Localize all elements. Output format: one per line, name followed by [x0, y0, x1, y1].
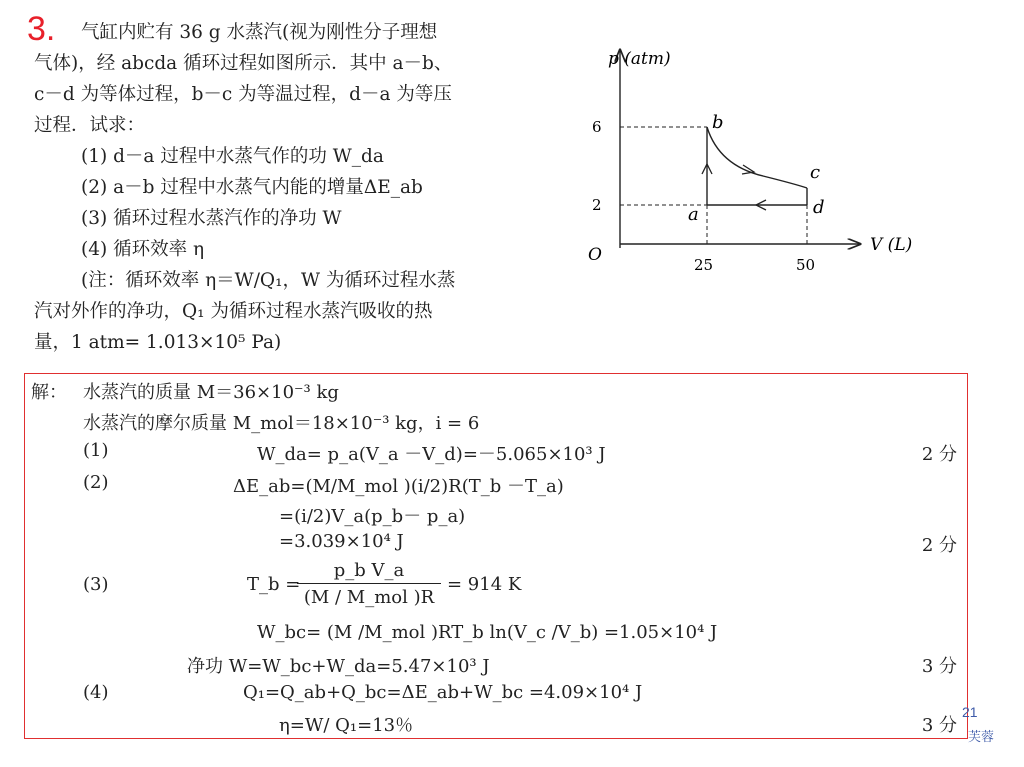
solution-line: W_bc= (M /M_mol )RT_b ln(V_c /V_b) =1.05×10⁴ J: [257, 622, 718, 643]
step-label: (1): [83, 440, 109, 461]
score-1: 2 分: [921, 444, 957, 465]
score-4: 3 分: [921, 715, 957, 736]
fraction-numerator: p_b V_a: [333, 560, 405, 581]
problem-line: (1) d－a 过程中水蒸气作的功 W_da: [81, 146, 384, 167]
step-label: (3): [83, 574, 109, 595]
solution-box: [24, 373, 968, 739]
solution-line: =(i/2)V_a(p_b－ p_a): [279, 506, 466, 527]
solution-line: η=W/ Q₁=13％: [279, 715, 414, 736]
problem-line: (注：循环效率 η＝W/Q₁，W 为循环过程水蒸: [81, 270, 456, 291]
problem-line: 气体)，经 abcda 循环过程如图所示．其中 a－b、: [34, 53, 453, 74]
solution-line: ΔE_ab=(M/M_mol )(i/2)R(T_b －T_a): [233, 476, 564, 497]
question-number: 3.: [27, 10, 56, 48]
problem-statement: [34, 17, 559, 358]
problem-line: 过程．试求：: [34, 115, 146, 136]
problem-line: (2) a－b 过程中水蒸气内能的增量ΔE_ab: [81, 177, 423, 198]
point-d: d: [813, 197, 825, 218]
process-bc: [707, 127, 807, 188]
problem-line: (4) 循环效率 η: [81, 239, 205, 260]
x-tick-25: 25: [694, 256, 714, 274]
y-tick-2: 2: [592, 196, 602, 214]
solution-line: 净功 W=W_bc+W_da=5.47×10³ J: [187, 656, 490, 677]
point-b: b: [712, 112, 724, 133]
score-2: 2 分: [921, 535, 957, 556]
step-label: (4): [83, 682, 109, 703]
solution-line: T_b =: [247, 574, 301, 595]
point-a: a: [688, 204, 699, 225]
origin-label: O: [588, 245, 602, 265]
problem-line: 量，1 atm= 1.013×10⁵ Pa): [34, 332, 282, 353]
problem-line: 气缸内贮有 36 g 水蒸汽(视为刚性分子理想: [81, 22, 438, 43]
point-c: c: [810, 162, 821, 183]
problem-line: c－d 为等体过程，b－c 为等温过程，d－a 为等压: [34, 84, 452, 105]
author-tag: 芙蓉: [968, 730, 995, 745]
solution-line: Q₁=Q_ab+Q_bc=ΔE_ab+W_bc =4.09×10⁴ J: [243, 682, 643, 703]
y-tick-6: 6: [592, 118, 602, 136]
solution-intro: 解：: [31, 382, 67, 403]
problem-line: (3) 循环过程水蒸汽作的净功 W: [81, 208, 342, 229]
x-tick-50: 50: [796, 256, 816, 274]
page-number: 21: [962, 704, 978, 720]
problem-line: 汽对外作的净功，Q₁ 为循环过程水蒸汽吸收的热: [34, 301, 433, 322]
solution-line: =3.039×10⁴ J: [279, 531, 404, 552]
fraction-bar: [297, 583, 441, 584]
solution-line: 水蒸汽的质量 M＝36×10⁻³ kg: [83, 382, 339, 403]
x-axis-label: V (L): [870, 235, 913, 255]
score-3: 3 分: [921, 656, 957, 677]
solution-line: = 914 K: [447, 574, 522, 595]
step-label: (2): [83, 472, 109, 493]
pv-diagram: [578, 38, 913, 278]
y-axis-label: p (atm): [608, 49, 671, 69]
solution-line: 水蒸汽的摩尔质量 M_mol＝18×10⁻³ kg，i = 6: [83, 413, 480, 434]
solution-line: W_da= p_a(V_a －V_d)=－5.065×10³ J: [257, 444, 606, 465]
fraction-denominator: (M / M_mol )R: [303, 587, 435, 608]
